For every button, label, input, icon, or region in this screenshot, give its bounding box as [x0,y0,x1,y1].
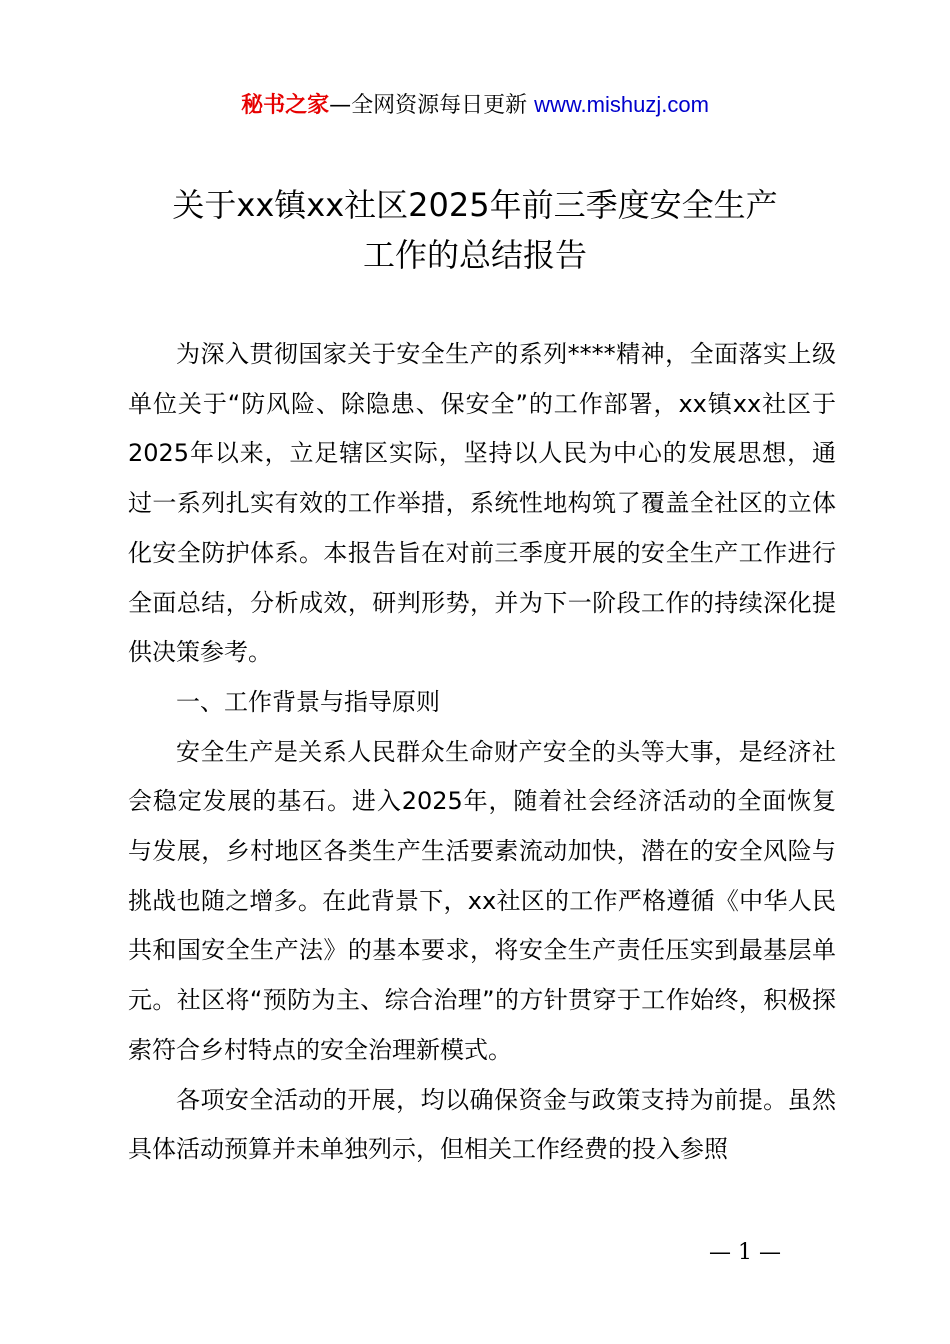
header-tagline: —全网资源每日更新 [329,93,535,118]
paragraph-funding: 各项安全活动的开展，均以确保资金与政策支持为前提。虽然具体活动预算并未单独列示，但相关工作经费的投入参照 [128,1085,836,1164]
brand-name: 秘书之家 [241,93,330,118]
document-body [128,330,836,1175]
section-heading-1: 一、工作背景与指导原则 [176,687,440,716]
page-header [0,88,950,123]
paragraph-background: 安全生产是关系人民群众生命财产安全的头等大事，是经济社会稳定发展的基石。进入2025年，随着社会经济活动的全面恢复与发展，乡村地区各类生产生活要素流动加快，潜在的安全风险与挑战也随之增多。在此背景下，xx社区的工作严格遵循《中华人民共和国安全生产法》的基本要求，将安全生产责任压实到最基层单元。社区将“预防为主、综合治理”的方针贯穿于工作始终，积极探索符合乡村特点的安全治理新模式。 [128,737,836,1064]
document-title [120,180,830,280]
title-line-1: 关于xx镇xx社区2025年前三季度安全生产 [172,186,778,224]
page-number: — 1 — [709,1240,781,1265]
paragraph-intro: 为深入贯彻国家关于安全生产的系列****精神，全面落实上级单位关于“防风险、除隐患、保安全”的工作部署，xx镇xx社区于2025年以来，立足辖区实际，坚持以人民为中心的发展思想，通过一系列扎实有效的工作举措，系统性地构筑了覆盖全社区的立体化安全防护体系。本报告旨在对前三季度开展的安全生产工作进行全面总结，分析成效，研判形势，并为下一阶段工作的持续深化提供决策参考。 [128,340,836,667]
site-url[interactable]: www.mishuzj.com [534,92,709,117]
title-line-2: 工作的总结报告 [362,236,587,274]
